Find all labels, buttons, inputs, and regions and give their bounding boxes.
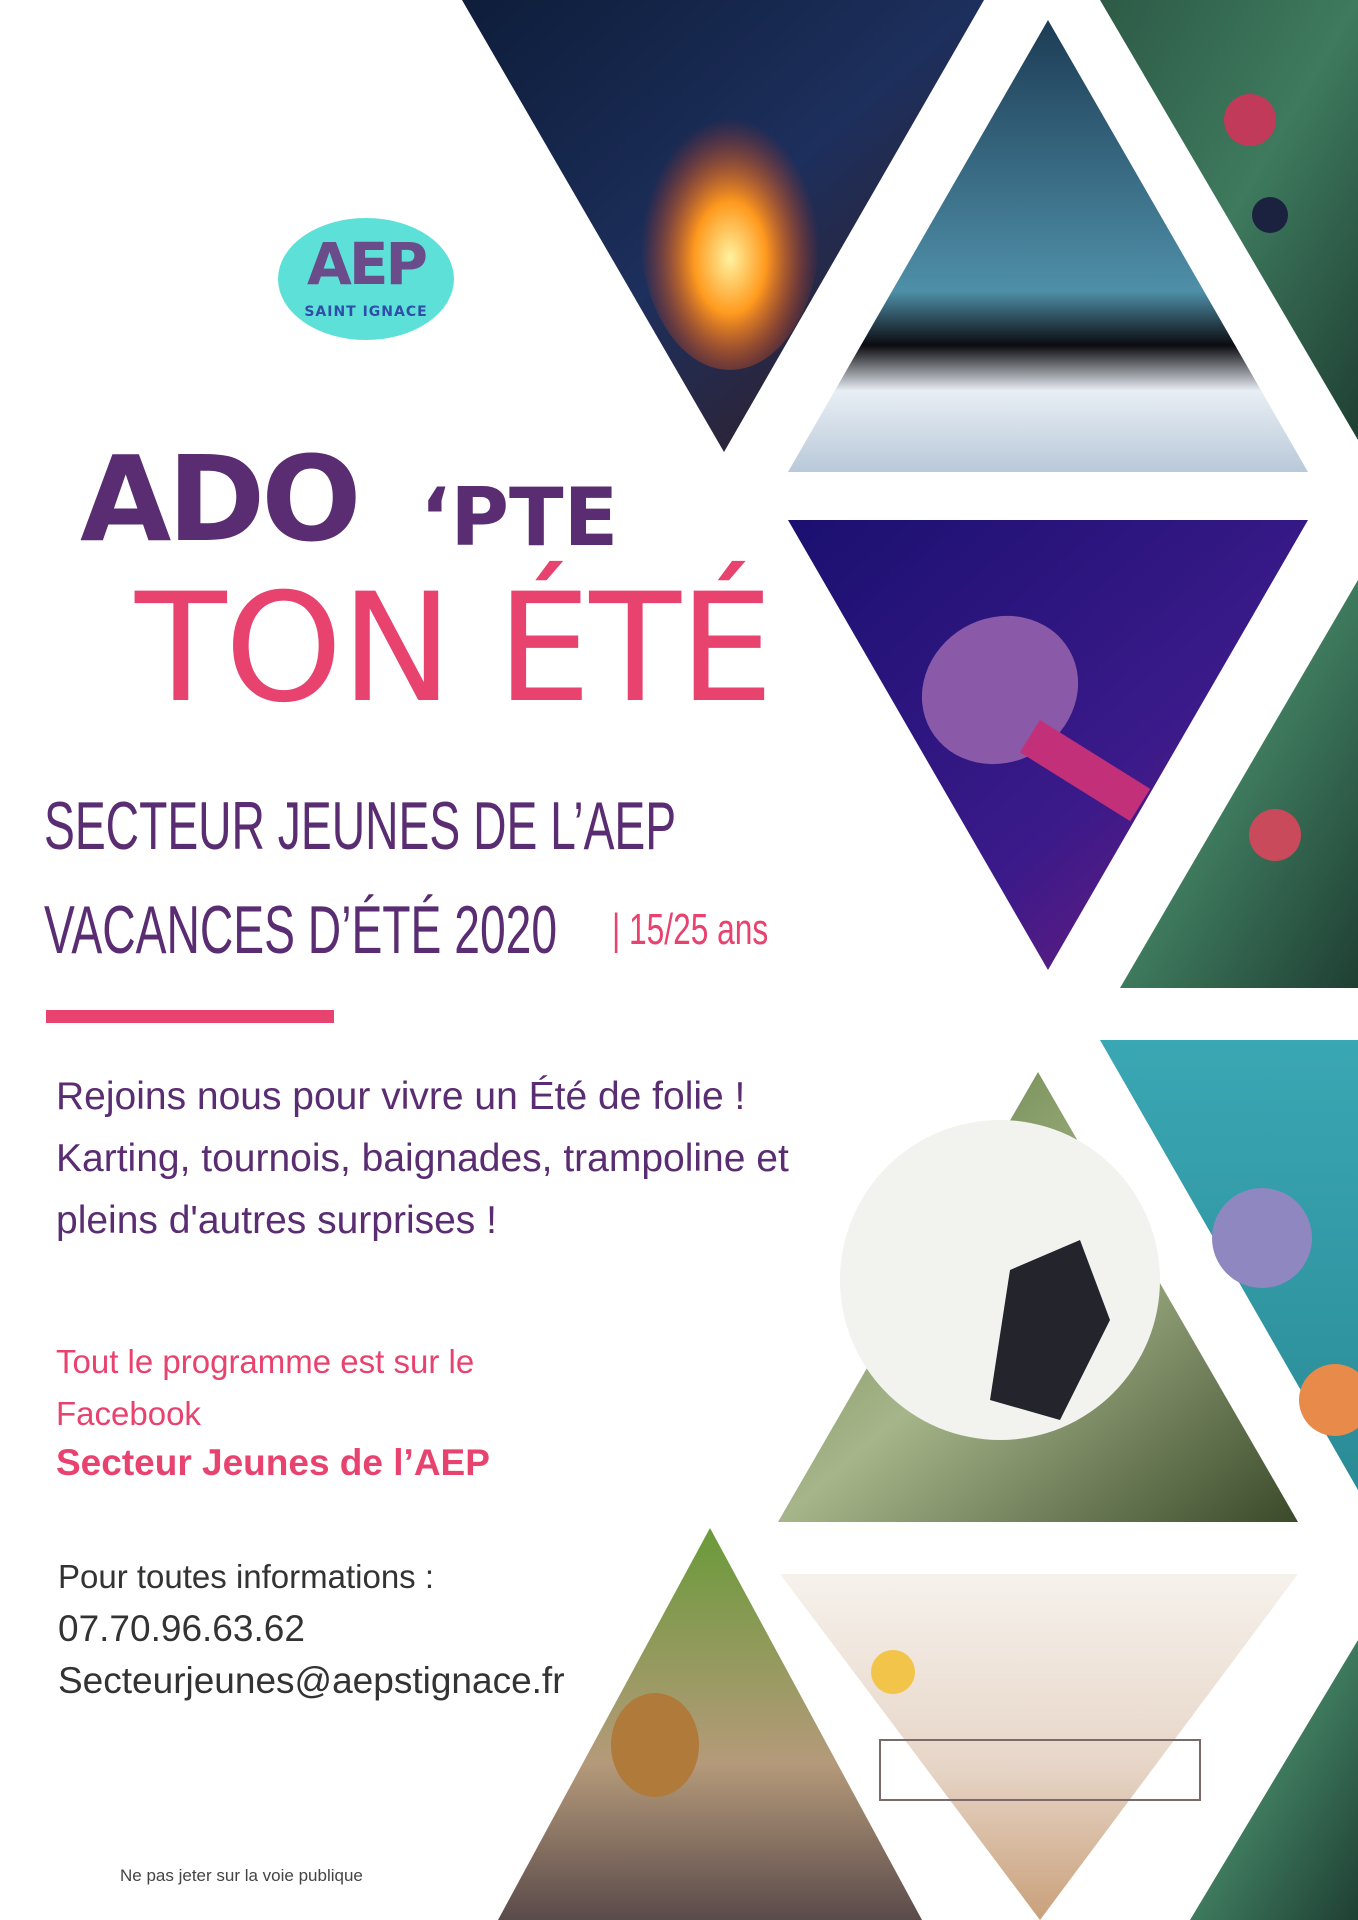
- dark-fruit: [1252, 197, 1288, 233]
- intro-line: Karting, tournois, baignades, trampoline et: [56, 1137, 789, 1180]
- volleyball: [871, 1650, 915, 1694]
- contact-label: Pour toutes informations :: [58, 1558, 435, 1595]
- footer-note: Ne pas jeter sur la voie publique: [120, 1866, 363, 1885]
- logo-subtext: SAINT IGNACE: [304, 304, 428, 320]
- flame-shape: [640, 90, 820, 370]
- berry-cluster: [1224, 94, 1276, 146]
- title-ton-ete: TON ÉTÉ: [135, 562, 772, 736]
- friend-hair: [611, 1693, 699, 1797]
- ball-purple: [1212, 1188, 1312, 1288]
- divider-bar: [46, 1010, 334, 1023]
- program-text: [56, 1336, 616, 1440]
- title-ado: ADO: [80, 430, 358, 568]
- program-line: Facebook: [56, 1395, 201, 1432]
- intro-line: Rejoins nous pour vivre un Été de folie !: [56, 1075, 746, 1118]
- age-range: | 15/25 ans: [612, 905, 769, 954]
- logo-text: AEP: [306, 230, 426, 298]
- program-line: Tout le programme est sur le: [56, 1343, 475, 1380]
- contact-phone[interactable]: 07.70.96.63.62: [58, 1608, 305, 1649]
- subtitle-secteur: SECTEUR JEUNES DE L’AEP: [44, 788, 677, 864]
- intro-text: [56, 1066, 956, 1252]
- subtitle-vacances: VACANCES D’ÉTÉ 2020: [44, 892, 558, 968]
- contact-email[interactable]: Secteurjeunes@aepstignace.fr: [58, 1660, 565, 1701]
- facebook-page-name: Secteur Jeunes de l’AEP: [56, 1442, 490, 1483]
- intro-line: pleins d'autres surprises !: [56, 1199, 497, 1242]
- title-pte: ‘PTE: [420, 471, 619, 564]
- red-fruit: [1249, 809, 1301, 861]
